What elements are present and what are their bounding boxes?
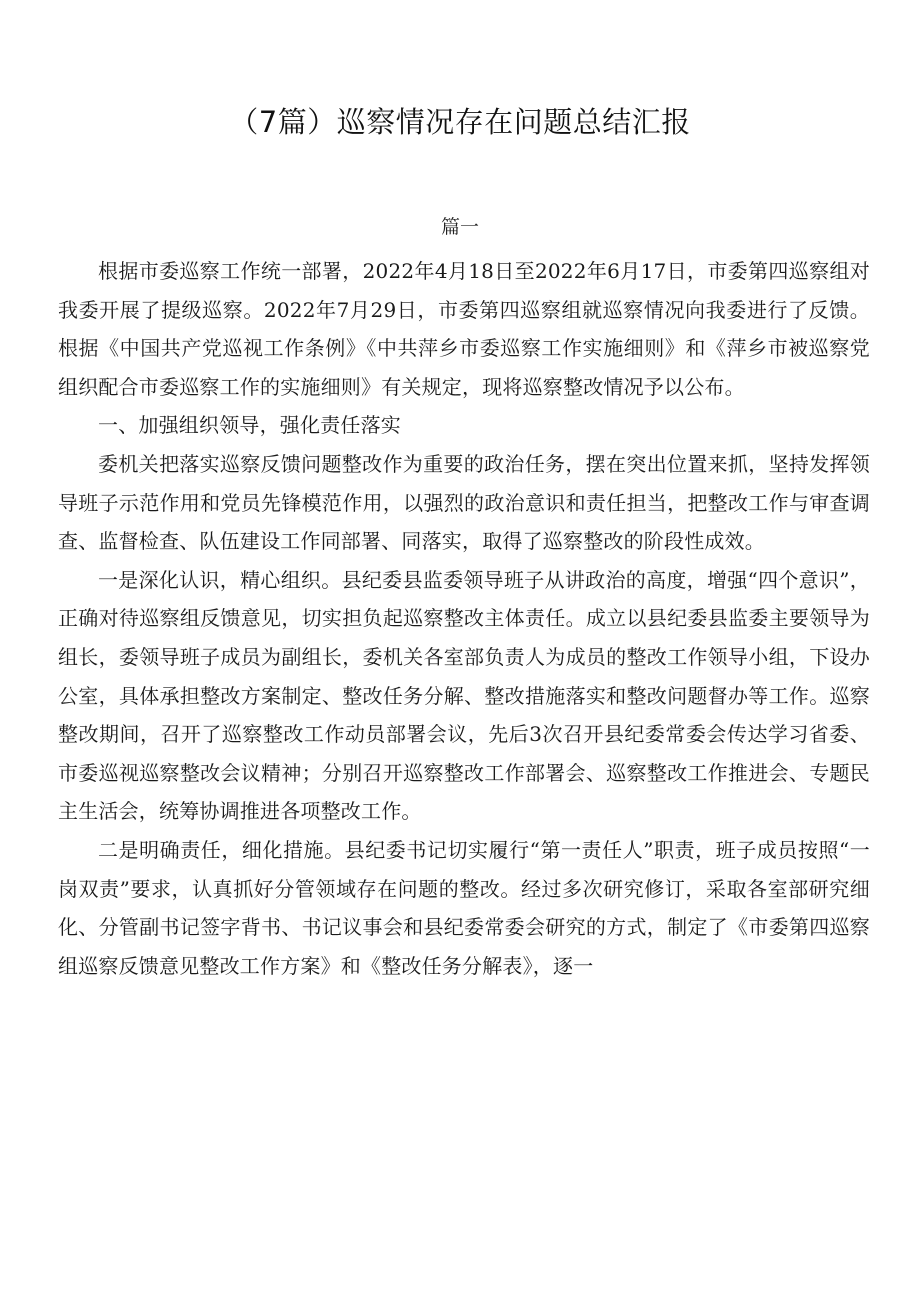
document-title: （7篇）巡察情况存在问题总结汇报 [229,105,691,139]
paragraph-heading-1: 一、加强组织领导，强化责任落实 [98,413,401,438]
section-heading: 篇一 [440,216,479,238]
paragraph-organization: 委机关把落实巡察反馈问题整改作为重要的政治任务，摆在突出位置来抓，坚持发挥领导班子示范作用和党员先锋模范作用，以强烈的政治意识和责任担当，把整改工作与审查调查、监督检查、队伍建设工作同部署、同落实，取得了巡察整改的阶段性成效。 [58,451,870,554]
paragraph-point-1: 一是深化认识，精心组织。县纪委县监委领导班子从讲政治的高度，增强“四个意识”，正确对待巡察组反馈意见，切实担负起巡察整改主体责任。成立以县纪委县监委主要领导为组长，委领导班子成员为副组长，委机关各室部负责人为成员的整改工作领导小组，下设办公室，具体承担整改方案制定、整改任务分解、整改措施落实和整改问题督办等工作。巡察整改期间，召开了巡察整改工作动员部署会议，先后3次召开县纪委常委会传达学习省委、市委巡视巡察整改会议精神；分别召开巡察整改工作部署会、巡察整改工作推进会、专题民主生活会，统筹协调推进各项整改工作。 [58,567,870,824]
document-body [58,252,870,985]
paragraph-intro: 根据市委巡察工作统一部署，2022年4月18日至2022年6月17日，市委第四巡察组对我委开展了提级巡察。2022年7月29日，市委第四巡察组就巡察情况向我委进行了反馈。根据《中国共产党巡视工作条例》《中共萍乡市委巡察工作实施细则》和《萍乡市被巡察党组织配合市委巡察工作的实施细则》有关规定，现将巡察整改情况予以公布。 [58,259,870,399]
paragraph-point-2: 二是明确责任，细化措施。县纪委书记切实履行“第一责任人”职责，班子成员按照“一岗双责”要求，认真抓好分管领域存在问题的整改。经过多次研究修订，采取各室部研究细化、分管副书记签字背书、书记议事会和县纪委常委会研究的方式，制定了《市委第四巡察组巡察反馈意见整改工作方案》和《整改任务分解表》，逐一 [58,837,870,978]
